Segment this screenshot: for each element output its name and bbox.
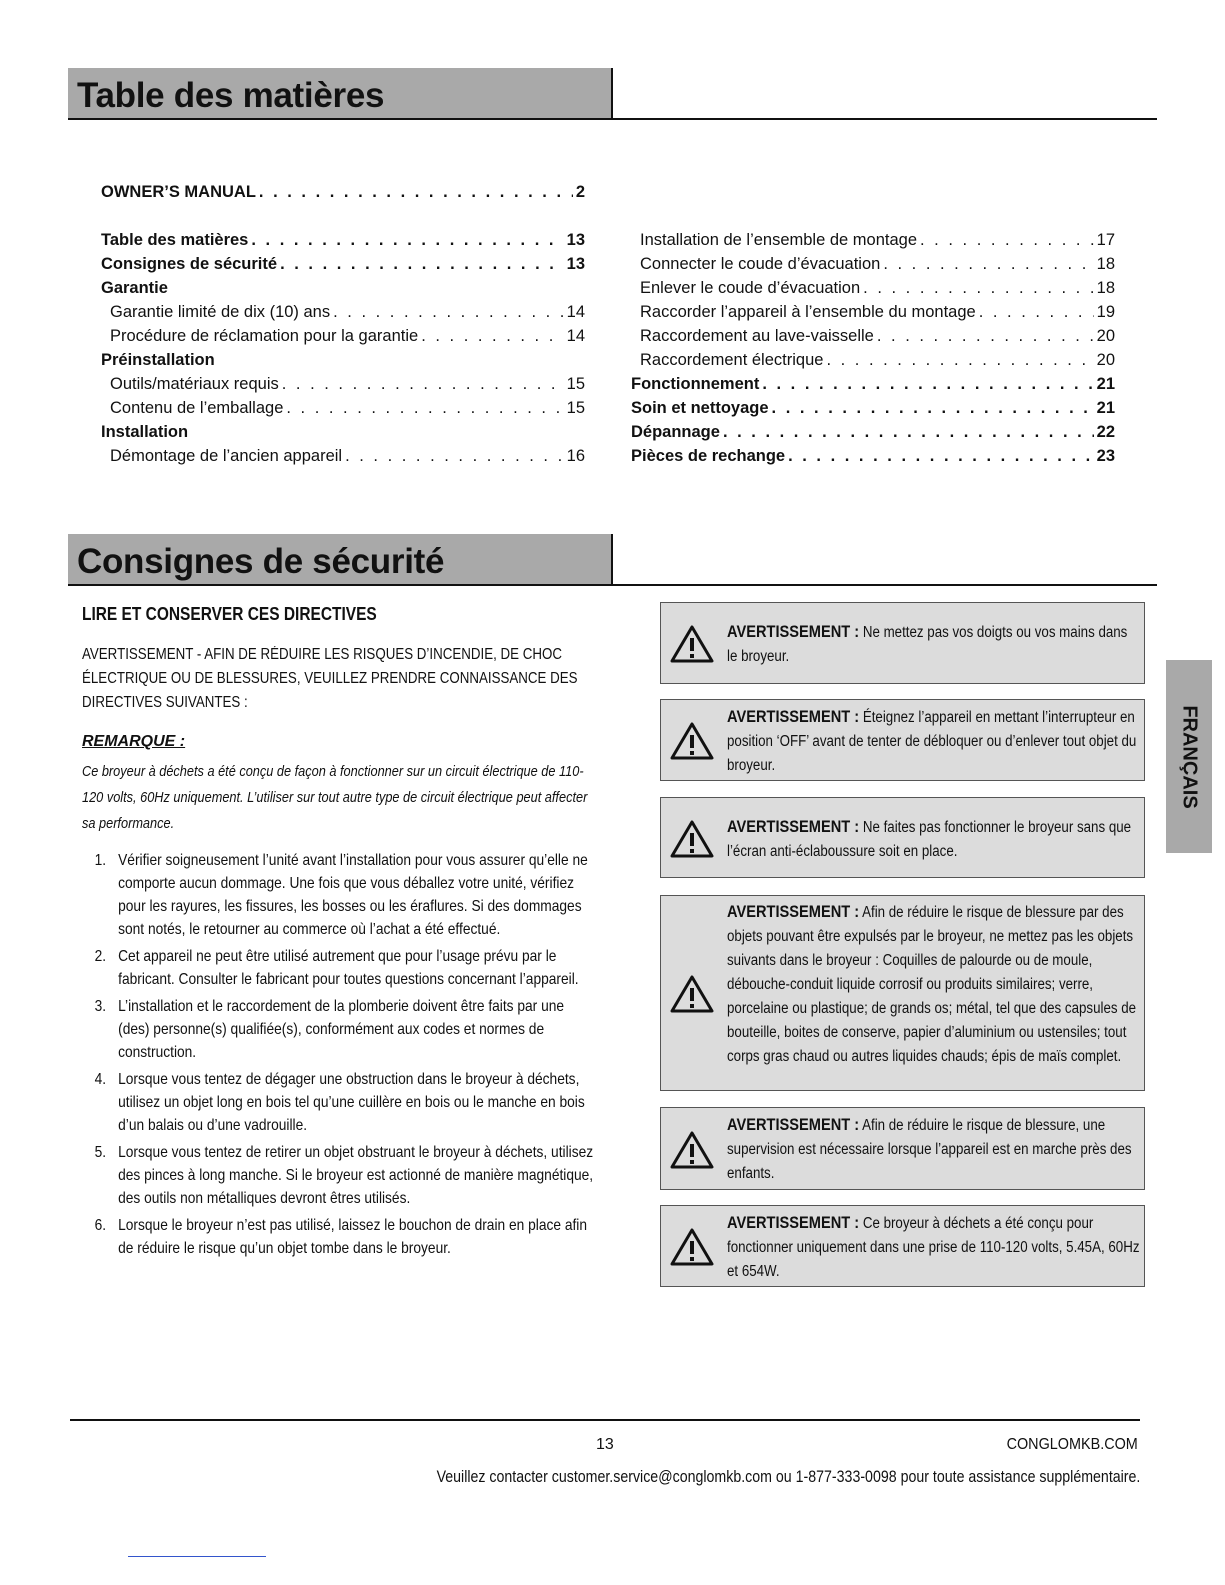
toc-leader-dots [762,372,1093,396]
toc-entry-label: OWNER’S MANUAL [101,183,256,201]
toc-entry-page: 20 [1096,327,1115,345]
toc-header [68,68,1157,120]
toc-entry-label: Raccordement électrique [640,351,824,369]
step-text: Vérifier soigneusement l’unité avant l’installation pour vous assurer qu’elle ne comporte aucun dommage. Une fois que vous déballez votre unité, vérifiez pour les rayures, les fissures, les bosses ou les éraflures. Si des dommages sont notés, le retourner au commerce où l’achat a été effectué. [118,852,588,938]
toc-entry-label: Enlever le coude d’évacuation [640,279,861,297]
bottom-underline [128,1556,266,1557]
toc-entry-page: 21 [1096,375,1115,393]
warning-triangle-icon [670,974,714,1014]
toc-leader-dots [259,180,573,204]
warning-text [727,1113,1140,1186]
toc-entry-label: Installation de l’ensemble de montage [640,231,918,249]
toc-entry-page: 15 [566,375,585,393]
language-label: FRANÇAIS [1178,704,1201,809]
footer-contact: Veuillez contacter customer.service@conglomkb.com ou 1-877-333-0098 pour toute assistance supplémentaire. [436,1468,1140,1486]
toc-leader-dots [920,228,1094,252]
toc-leader-dots [979,300,1094,324]
warning-triangle-icon [670,721,714,761]
toc-entry[interactable] [101,396,585,420]
safety-step [82,945,596,991]
safety-title: Consignes de sécurité [77,542,445,581]
toc-entry-page: 13 [566,255,585,273]
toc-entry[interactable] [101,276,585,300]
safety-step [82,995,596,1064]
warning-body: Afin de réduire le risque de blessure par des objets pouvant être expulsés par le broyeur, ne mettez pas les objets suivants dans le broyeur : Coquilles de palourde ou de moule, débouche-conduit liquide corrosif ou produits similaires; verre, porcelaine ou plastique; de grands os; métal, tel que des capsules de bouteille, boites de conserve, papier d’aluminium ou ustensiles; tout corps gras chaud ou autres liquides chauds; épis de maïs complet. [727,904,1137,1065]
step-text: Lorsque le broyeur n’est pas utilisé, laissez le bouchon de drain en place afin de réduire le risque qu’un objet tombe dans le broyeur. [118,1217,588,1257]
safety-step [82,849,596,941]
toc-title: Table des matières [77,76,385,115]
toc-entry[interactable] [101,252,585,276]
safety-header [68,534,1157,586]
safety-subtitle: LIRE ET CONSERVER CES DIRECTIVES [82,604,377,624]
toc-entry-page: 13 [566,231,585,249]
toc-leader-dots [251,228,563,252]
step-text: Cet appareil ne peut être utilisé autrement que pour l’usage prévu par le fabricant. Consulter le fabricant pour toutes questions concernant l’appareil. [118,948,579,988]
toc-entry-label: Connecter le coude d’évacuation [640,255,881,273]
step-number: 5. [94,1144,107,1161]
warning-label: AVERTISSEMENT : [727,1115,860,1134]
safety-steps-list [82,849,596,1260]
toc-entry[interactable] [101,420,585,444]
step-number: 4. [94,1071,107,1088]
warning-text [727,705,1140,778]
toc-leader-dots [877,324,1094,348]
safety-step [82,1214,596,1260]
toc-entry-label: Dépannage [631,423,720,441]
toc-entry[interactable] [101,228,585,252]
toc-entry-page: 20 [1096,351,1115,369]
toc-entry[interactable] [631,420,1115,444]
toc-entry-label: Préinstallation [101,351,215,369]
toc-entry[interactable] [631,300,1115,324]
warning-label: AVERTISSEMENT : [727,817,860,836]
step-number: 2. [94,948,107,965]
toc-leader-dots [723,420,1094,444]
toc-entry-label: Installation [101,423,189,441]
toc-entry-label: Fonctionnement [631,375,760,393]
toc-entry-label: Pièces de rechange [631,447,786,465]
toc-entry-owners-manual[interactable] [101,180,585,204]
toc-right-column [631,228,1115,468]
toc-entry-label: Raccordement au lave-vaisselle [640,327,874,345]
toc-entry-label: Outils/matériaux requis [110,375,279,393]
safety-intro: AVERTISSEMENT - AFIN DE RÉDUIRE LES RISQUES D’INCENDIE, DE CHOC ÉLECTRIQUE OU DE BLESSURES, VEUILLEZ PRENDRE CONNAISSANCE DES DIRECTIVES SUIVANTES : [82,646,578,711]
toc-entry[interactable] [631,396,1115,420]
toc-entry[interactable] [101,300,585,324]
safety-header-tab [68,534,613,584]
toc-entry-label: Raccorder l’appareil à l’ensemble du montage [640,303,976,321]
toc-entry-page: 18 [1096,279,1115,297]
toc-entry-page: 14 [566,303,585,321]
toc-entry-page: 21 [1096,399,1115,417]
toc-entry-label: Garantie [101,279,168,297]
warning-body: Afin de réduire le risque de blessure, une supervision est nécessaire lorsque l’appareil est en marche près des enfants. [727,1117,1132,1182]
toc-leader-dots [421,324,563,348]
warning-label: AVERTISSEMENT : [727,902,860,921]
warning-body: Éteignez l’appareil en mettant l’interrupteur en position ‘OFF’ avant de tenter de débloquer ou d’enlever tout objet du broyeur. [727,709,1137,774]
warning-text [727,1211,1140,1284]
warning-label: AVERTISSEMENT : [727,1213,860,1232]
step-number: 3. [94,998,107,1015]
toc-leader-dots [286,396,563,420]
toc-leader-dots [333,300,564,324]
warning-box [660,1107,1145,1190]
toc-leader-dots [280,252,564,276]
toc-entry[interactable] [101,372,585,396]
toc-entry-label: Consignes de sécurité [101,255,278,273]
toc-leader-dots [883,252,1093,276]
safety-step [82,1068,596,1137]
step-text: L’installation et le raccordement de la plomberie doivent être faits par une (des) personne(s) qualifiée(s), conformément aux codes et normes de construction. [118,998,565,1061]
toc-leader-dots [826,348,1093,372]
toc-leader-dots [282,372,564,396]
toc-entry-page: 2 [575,183,585,201]
warning-body: Ne faites pas fonctionner le broyeur sans que l’écran anti-éclaboussure soit en place. [727,819,1132,860]
language-side-tab [1166,660,1212,853]
toc-leader-dots [345,444,564,468]
safety-instructions [82,604,602,1264]
toc-entry[interactable] [631,228,1115,252]
toc-entry-label: Table des matières [101,231,249,249]
toc-entry-page: 18 [1096,255,1115,273]
toc-header-tab [68,68,613,118]
toc-entry[interactable] [101,324,585,348]
toc-leader-dots [788,444,1094,468]
warning-label: AVERTISSEMENT : [727,622,860,641]
toc-leader-dots [863,276,1093,300]
toc-leader-dots [772,396,1094,420]
step-text: Lorsque vous tentez de dégager une obstruction dans le broyeur à déchets, utilisez un objet long en bois tel qu’une cuillère en bois ou le manche en bois d’un balais ou d’une vadrouille. [118,1071,585,1134]
warning-box [660,895,1145,1091]
remarque-text: Ce broyeur à déchets a été conçu de façon à fonctionner sur un circuit électrique de 110-120 volts, 60Hz uniquement. L’utiliser sur tout autre type de circuit électrique peut affecter sa performance. [82,763,588,832]
toc-entry-label: Procédure de réclamation pour la garantie [110,327,419,345]
warning-box [660,602,1145,684]
warning-label: AVERTISSEMENT : [727,707,860,726]
toc-entry-label: Garantie limité de dix (10) ans [110,303,331,321]
step-text: Lorsque vous tentez de retirer un objet obstruant le broyeur à déchets, utilisez des pinces à long manche. Si le broyeur est actionné de manière magnétique, des outils non métalliques devront êtres utilisés. [118,1144,594,1207]
safety-step [82,1141,596,1210]
toc-entry-page: 23 [1096,447,1115,465]
toc-entry-page: 17 [1096,231,1115,249]
toc-entry-page: 15 [566,399,585,417]
toc-entry[interactable] [631,444,1115,468]
toc-entry-label: Soin et nettoyage [631,399,769,417]
warning-triangle-icon [670,624,714,664]
toc-entry[interactable] [101,444,585,468]
warning-triangle-icon [670,819,714,859]
warning-body: Ne mettez pas vos doigts ou vos mains dans le broyeur. [727,624,1128,665]
warning-text [727,815,1140,864]
step-number: 1. [94,852,107,869]
warning-text [727,900,1140,1069]
page-number: 13 [596,1436,614,1453]
remarque-title: REMARQUE : [82,733,186,750]
toc-entry[interactable] [631,276,1115,300]
footer-website[interactable]: CONGLOMKB.COM [1006,1436,1138,1453]
toc-entry-label: Contenu de l’emballage [110,399,284,417]
warning-body: Ce broyeur à déchets a été conçu pour fonctionner uniquement dans une prise de 110-120 volts, 5.45A, 60Hz et 654W. [727,1215,1140,1280]
toc-entry-page: 16 [566,447,585,465]
footer-divider [70,1419,1140,1421]
toc-entry-page: 19 [1096,303,1115,321]
toc-entry-page: 14 [566,327,585,345]
warning-triangle-icon [670,1130,714,1170]
warning-box [660,1205,1145,1287]
toc-entry[interactable] [101,348,585,372]
toc-entry[interactable] [631,372,1115,396]
toc-owners-manual [101,180,585,204]
toc-entry[interactable] [631,324,1115,348]
toc-entry[interactable] [631,348,1115,372]
toc-entry-label: Démontage de l’ancien appareil [110,447,343,465]
step-number: 6. [94,1217,107,1234]
toc-entry[interactable] [631,252,1115,276]
warning-text [727,620,1140,669]
toc-left-column [101,228,585,468]
toc-entry-page: 22 [1096,423,1115,441]
warning-triangle-icon [670,1227,714,1267]
warning-box [660,699,1145,781]
warning-box [660,797,1145,878]
